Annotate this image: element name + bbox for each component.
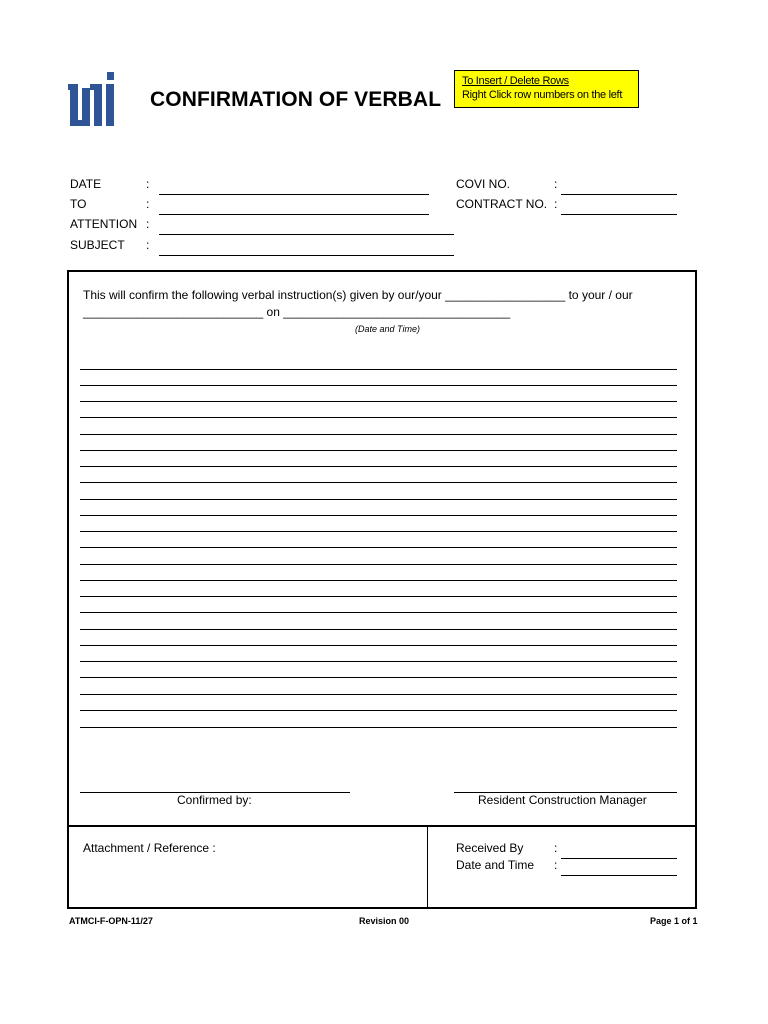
instruction-line[interactable] [80,629,677,630]
date-colon: : [146,177,150,191]
instruction-line[interactable] [80,401,677,402]
attachment-label: Attachment / Reference : [83,841,216,855]
attention-field[interactable] [159,234,454,235]
page-title: CONFIRMATION OF VERBAL [150,88,442,111]
instruction-line[interactable] [80,531,677,532]
confirmation-sentence-line-2: ___________________________ on __________________________________ [83,305,511,319]
subject-colon: : [146,238,150,252]
date-and-time-colon: : [554,858,558,872]
manager-label: Resident Construction Manager [478,793,647,807]
date-field[interactable] [159,194,429,195]
covi-no-label: COVI NO. [456,177,511,191]
instruction-line[interactable] [80,547,677,548]
date-time-hint: (Date and Time) [355,324,420,334]
instruction-line[interactable] [80,596,677,597]
date-label: DATE [70,177,102,191]
instruction-line[interactable] [80,694,677,695]
confirmation-sentence-line-1: This will confirm the following verbal instruction(s) given by our/your __________________ to your / our [83,288,633,302]
instruction-box [67,270,697,909]
company-logo-icon [68,70,116,128]
subject-field[interactable] [159,255,454,256]
instruction-line[interactable] [80,580,677,581]
received-by-field[interactable] [561,858,677,859]
covi-no-colon: : [554,177,558,191]
received-by-colon: : [554,841,558,855]
page-number: Page 1 of 1 [650,916,698,926]
confirmed-by-label: Confirmed by: [177,793,252,807]
note-line-1: To Insert / Delete Rows [462,75,569,87]
instruction-line[interactable] [80,645,677,646]
instruction-line[interactable] [80,710,677,711]
to-label: TO [70,197,87,211]
to-colon: : [146,197,150,211]
note-line-2: Right Click row numbers on the left [462,89,623,101]
instruction-line[interactable] [80,564,677,565]
instruction-line[interactable] [80,369,677,370]
instruction-line[interactable] [80,434,677,435]
covi-no-field[interactable] [561,194,677,195]
form-code: ATMCI-F-OPN-11/27 [69,916,153,926]
received-by-label: Received By [456,841,524,855]
insert-rows-note [454,70,639,108]
instruction-line[interactable] [80,677,677,678]
instruction-line[interactable] [80,727,677,728]
date-and-time-field[interactable] [561,875,677,876]
instruction-line[interactable] [80,661,677,662]
revision: Revision 00 [359,916,410,926]
instruction-line[interactable] [80,482,677,483]
contract-no-field[interactable] [561,214,677,215]
attention-colon: : [146,217,150,231]
subject-label: SUBJECT [70,238,125,252]
instruction-line[interactable] [80,515,677,516]
box-divider-horizontal [67,825,697,827]
contract-no-label: CONTRACT NO. [456,197,548,211]
contract-no-colon: : [554,197,558,211]
box-divider-vertical [427,826,428,908]
instruction-line[interactable] [80,612,677,613]
instruction-line[interactable] [80,417,677,418]
instruction-line[interactable] [80,466,677,467]
instruction-line[interactable] [80,499,677,500]
attention-label: ATTENTION [70,217,138,231]
to-field[interactable] [159,214,429,215]
instruction-line[interactable] [80,450,677,451]
date-and-time-label: Date and Time [456,858,535,872]
instruction-line[interactable] [80,385,677,386]
